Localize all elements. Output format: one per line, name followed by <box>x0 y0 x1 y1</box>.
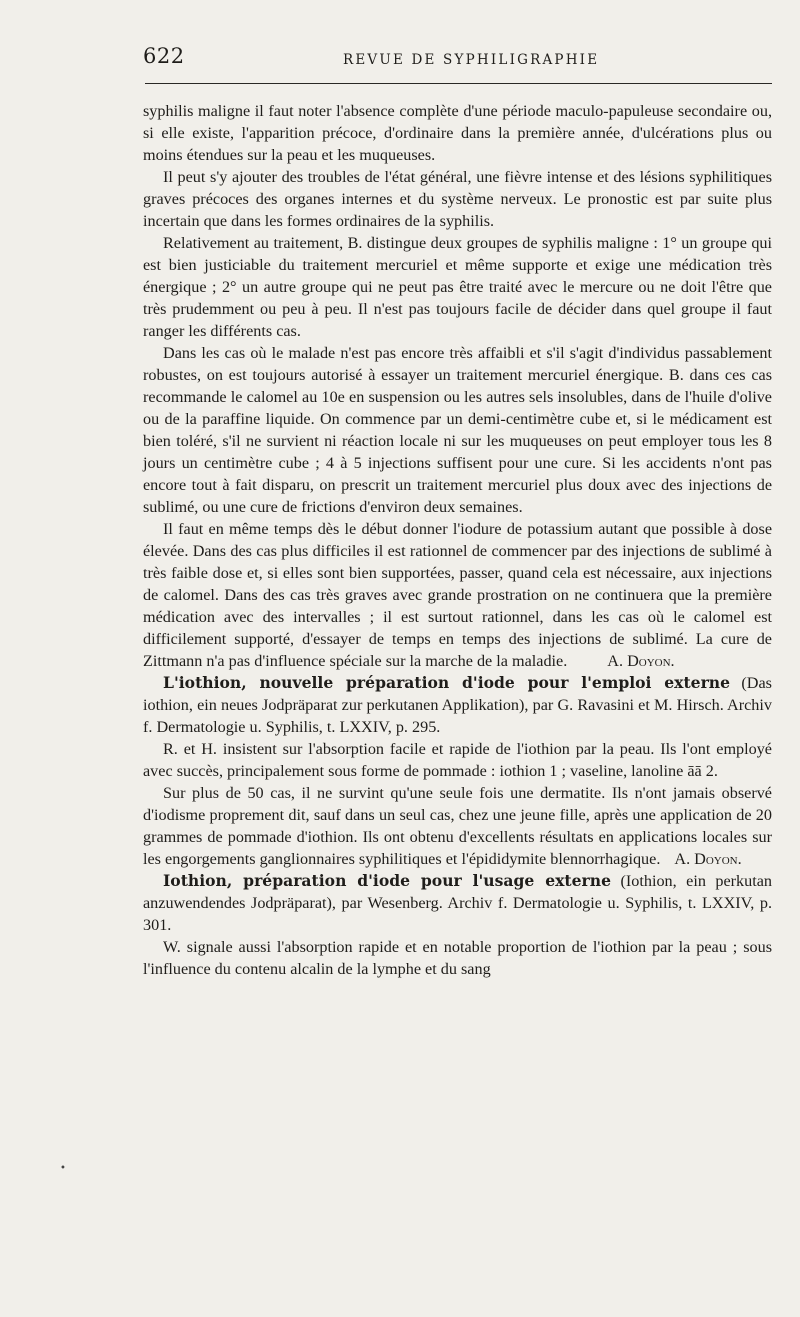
paragraph-iodide <box>143 518 772 672</box>
paragraph-continuation: syphilis maligne il faut noter l'absence complète d'une période maculo-papuleuse secondaire ou, si elle existe, l'apparition précoce, d'ordinaire dans la première année, d'ulcérations plus ou moins étendues sur la peau et les muqueuses. <box>143 102 772 164</box>
margin-mark: • <box>60 1163 66 1174</box>
page-header <box>143 44 771 74</box>
paragraph-absorption: R. et H. insistent sur l'absorption facile et rapide de l'iothion par la peau. Ils l'ont employé avec succès, principalement sous forme de pommade : iothion 1 ; vaseline, lanoline āā 2. <box>143 740 772 780</box>
body-text <box>143 100 772 980</box>
author-signature: A. Doyon. <box>607 652 675 670</box>
article-title: Iothion, préparation d'iode pour l'usage externe <box>163 871 612 890</box>
header-rule <box>145 83 772 84</box>
article-iothion-usage-heading <box>143 870 772 936</box>
paragraph-wesenberg: W. signale aussi l'absorption rapide et en notable proportion de l'iothion par la peau ; sous l'influence du contenu alcalin de la lymphe et du sang <box>143 938 772 978</box>
paragraph-prognosis: Il peut s'y ajouter des troubles de l'état général, une fièvre intense et des lésions syphilitiques graves précoces des organes internes et du système nerveux. Le pronostic est par suite plus incertain que dans les formes ordinaires de la syphilis. <box>143 168 772 230</box>
paragraph-results-text: Sur plus de 50 cas, il ne survint qu'une seule fois une dermatite. Ils n'ont jamais observé d'iodisme proprement dit, sauf dans un seul cas, chez une jeune fille, après une application de 20 grammes de pommade d'iothion. Ils ont obtenu d'excellents résultats en applications locales sur les engorgements ganglionnaires syphilitiques et l'épididymite blennorrhagique. <box>143 784 772 868</box>
article-iothion-heading <box>143 672 772 738</box>
article-reference: (Iothion, ein perkutan anzuwendendes Jodpräparat), par Wesenberg. Archiv f. Dermatologie u. Syphilis, t. LXXIV, p. 301. <box>143 872 773 934</box>
paragraph-results <box>143 782 772 870</box>
paragraph-treatment-calomel: Dans les cas où le malade n'est pas encore très affaibli et s'il s'agit d'individus passablement robustes, on est toujours autorisé à essayer un traitement mercuriel énergique. B. dans ces cas recommande le calomel au 10e en suspension ou les autres sels insolubles, dans de l'huile d'olive ou de la paraffine liquide. On commence par un demi-centimètre cube et, si le médicament est bien toléré, s'il ne survient ni réaction locale ni sur les muqueuses on peut employer tous les 8 jours un centimètre cube ; 4 à 5 injections suffisent pour une cure. Si les accidents n'ont pas encore tout à fait disparu, on prescrit un traitement mercuriel plus doux avec des injections de sublimé, ou une cure de frictions d'environ deux semaines. <box>143 344 772 516</box>
article-reference: (Das iothion, ein neues Jodpräparat zur perkutanen Applikation), par G. Ravasini et M. Hirsch. Archiv f. Dermatologie u. Syphilis, t. LXXIV, p. 295. <box>143 674 772 736</box>
paragraph-iodide-text: Il faut en même temps dès le début donner l'iodure de potassium autant que possible à dose élevée. Dans des cas plus difficiles il est rationnel de commencer par des injections de sublimé à très faible dose et, si elles sont bien supportées, passer, quand cela est nécessaire, aux injections de calomel. Dans des cas très graves avec grande prostration on ne continuera que la première médication avec des intervalles ; il est surtout rationnel, dans les cas où le calomel est difficilement supporté, d'essayer de temps en temps des injections de sublimé. La cure de Zittmann n'a pas d'influence spéciale sur la marche de la maladie. <box>143 520 772 670</box>
author-signature: A. Doyon. <box>674 850 742 868</box>
page-number: 622 <box>143 44 185 68</box>
running-title: REVUE DE SYPHILIGRAPHIE <box>343 52 600 68</box>
paragraph-treatment-groups: Relativement au traitement, B. distingue deux groupes de syphilis maligne : 1° un groupe qui est bien justiciable du traitement mercuriel et même supporte et exige une médication très énergique ; 2° un autre groupe qui ne peut pas être traité avec le mercure ou ne doit l'être que très prudemment ou peu à peu. Il n'est pas toujours facile de décider dans quel groupe il faut ranger les différents cas. <box>143 234 772 340</box>
article-title: L'iothion, nouvelle préparation d'iode pour l'emploi externe <box>163 673 731 692</box>
